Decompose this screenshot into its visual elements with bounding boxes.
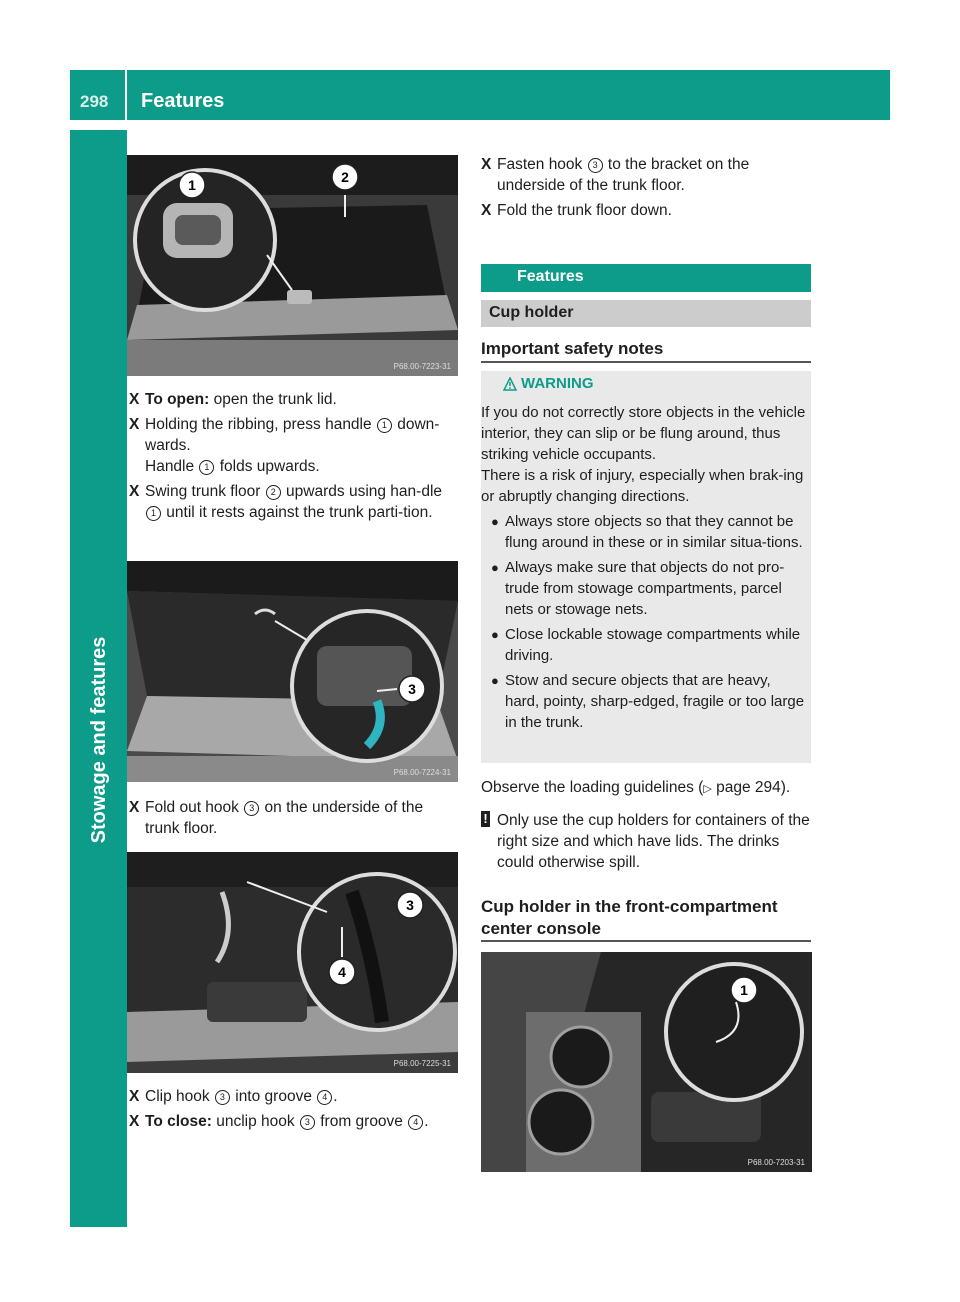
svg-text:1: 1: [188, 177, 196, 193]
left-steps-3: [129, 1086, 461, 1136]
callout-ref: 3: [300, 1115, 315, 1130]
right-steps: [481, 154, 813, 225]
heading-rule: [481, 940, 811, 942]
groove-photo: [127, 852, 458, 1073]
step-fold-out-hook: X Fold out hook 3 on the underside of the trunk floor.: [129, 799, 424, 837]
caution-note: [481, 810, 811, 873]
page-header: [70, 70, 890, 120]
subsection-heading: Cup holder: [481, 300, 811, 327]
step-fasten-hook: X Fasten hook 3 to the bracket on the underside of the trunk floor.: [481, 156, 750, 194]
warning-bullet: ● Always make sure that objects do not pro-trude from stowage compartments, parcel nets or stowage nets.: [491, 559, 785, 618]
callout-ref: 1: [377, 418, 392, 433]
warning-box: [481, 371, 811, 763]
page-number: 298: [80, 92, 109, 111]
step-close: X To close: unclip hook 3 from groove 4 .: [129, 1113, 429, 1130]
warning-paragraph: If you do not correctly store objects in the vehicle interior, they can slip or be flung around, thus striking vehicle occupants.: [481, 404, 806, 463]
warning-paragraph: There is a risk of injury, especially when brak-ing or abruptly changing directions.: [481, 467, 804, 505]
side-tab-label-wrap: [84, 560, 114, 920]
heading-rule: [481, 361, 811, 363]
header-title: Features: [141, 90, 225, 112]
image-code: P68.00-7224-31: [393, 768, 451, 777]
heading-cup-holder-front: Cup holder in the front-compartment center console: [481, 897, 778, 938]
callout-4: [329, 959, 355, 985]
callout-3: [399, 676, 425, 702]
image-code: P68.00-7203-31: [747, 1158, 805, 1167]
callout-1: [731, 977, 757, 1003]
note-text: Only use the cup holders for containers of the right size and which have lids. The drinks could otherwise spill.: [497, 812, 810, 871]
svg-text:2: 2: [341, 169, 349, 185]
page-link[interactable]: page 294).: [711, 779, 791, 796]
step-fold-floor-down: X Fold the trunk floor down.: [481, 202, 672, 219]
callout-1: [179, 172, 205, 198]
warning-body: [481, 402, 809, 733]
warning-bullet: ● Stow and secure objects that are heavy, hard, pointy, sharp-edged, fragile or too large in the trunk.: [491, 672, 805, 731]
callout-ref: 4: [317, 1090, 332, 1105]
side-tab-label: Stowage and features: [88, 636, 110, 844]
svg-text:3: 3: [406, 897, 414, 913]
svg-text:1: 1: [740, 982, 748, 998]
image-code: P68.00-7225-31: [393, 1059, 451, 1068]
trunk-floor-photo: [127, 155, 458, 376]
callout-ref: 2: [266, 485, 281, 500]
step-clip-hook: X Clip hook 3 into groove 4 .: [129, 1088, 338, 1105]
heading-safety-notes: Important safety notes: [481, 339, 664, 358]
left-steps-2: [129, 797, 461, 843]
image-code: P68.00-7223-31: [393, 362, 451, 371]
cup-holder-photo: [481, 952, 812, 1172]
callout-ref: 1: [199, 460, 214, 475]
warning-triangle-icon: [503, 377, 517, 391]
left-steps-1: [129, 389, 461, 527]
section-heading: Features: [481, 264, 811, 292]
svg-text:3: 3: [408, 681, 416, 697]
step-open: X To open: open the trunk lid.: [129, 391, 337, 408]
warning-bullet: ● Close lockable stowage compartments while driving.: [491, 626, 801, 664]
callout-3: [397, 892, 423, 918]
svg-text:4: 4: [338, 964, 346, 980]
warning-title: WARNING: [521, 375, 594, 392]
callout-ref: 3: [244, 801, 259, 816]
callout-ref: 3: [215, 1090, 230, 1105]
exclamation-icon: !: [481, 811, 490, 827]
callout-ref: 1: [146, 506, 161, 521]
callout-ref: 4: [408, 1115, 423, 1130]
header-divider: [125, 70, 127, 120]
step-swing-floor: X Swing trunk floor 2 upwards using han-dle 1 until it rests against the trunk parti-tion.: [129, 483, 443, 521]
warning-bullet: ● Always store objects so that they cannot be flung around in these or in similar situa-tions.: [491, 513, 803, 551]
page-ref-arrow-icon: ▷: [703, 783, 712, 795]
callout-2: [332, 164, 358, 190]
step-press-handle: X Holding the ribbing, press handle 1 down-wards. Handle 1 folds upwards.: [129, 416, 440, 475]
callout-ref: 3: [588, 158, 603, 173]
observe-guidelines: Observe the loading guidelines (▷ page 294).: [481, 779, 791, 796]
hook-photo: [127, 561, 458, 782]
